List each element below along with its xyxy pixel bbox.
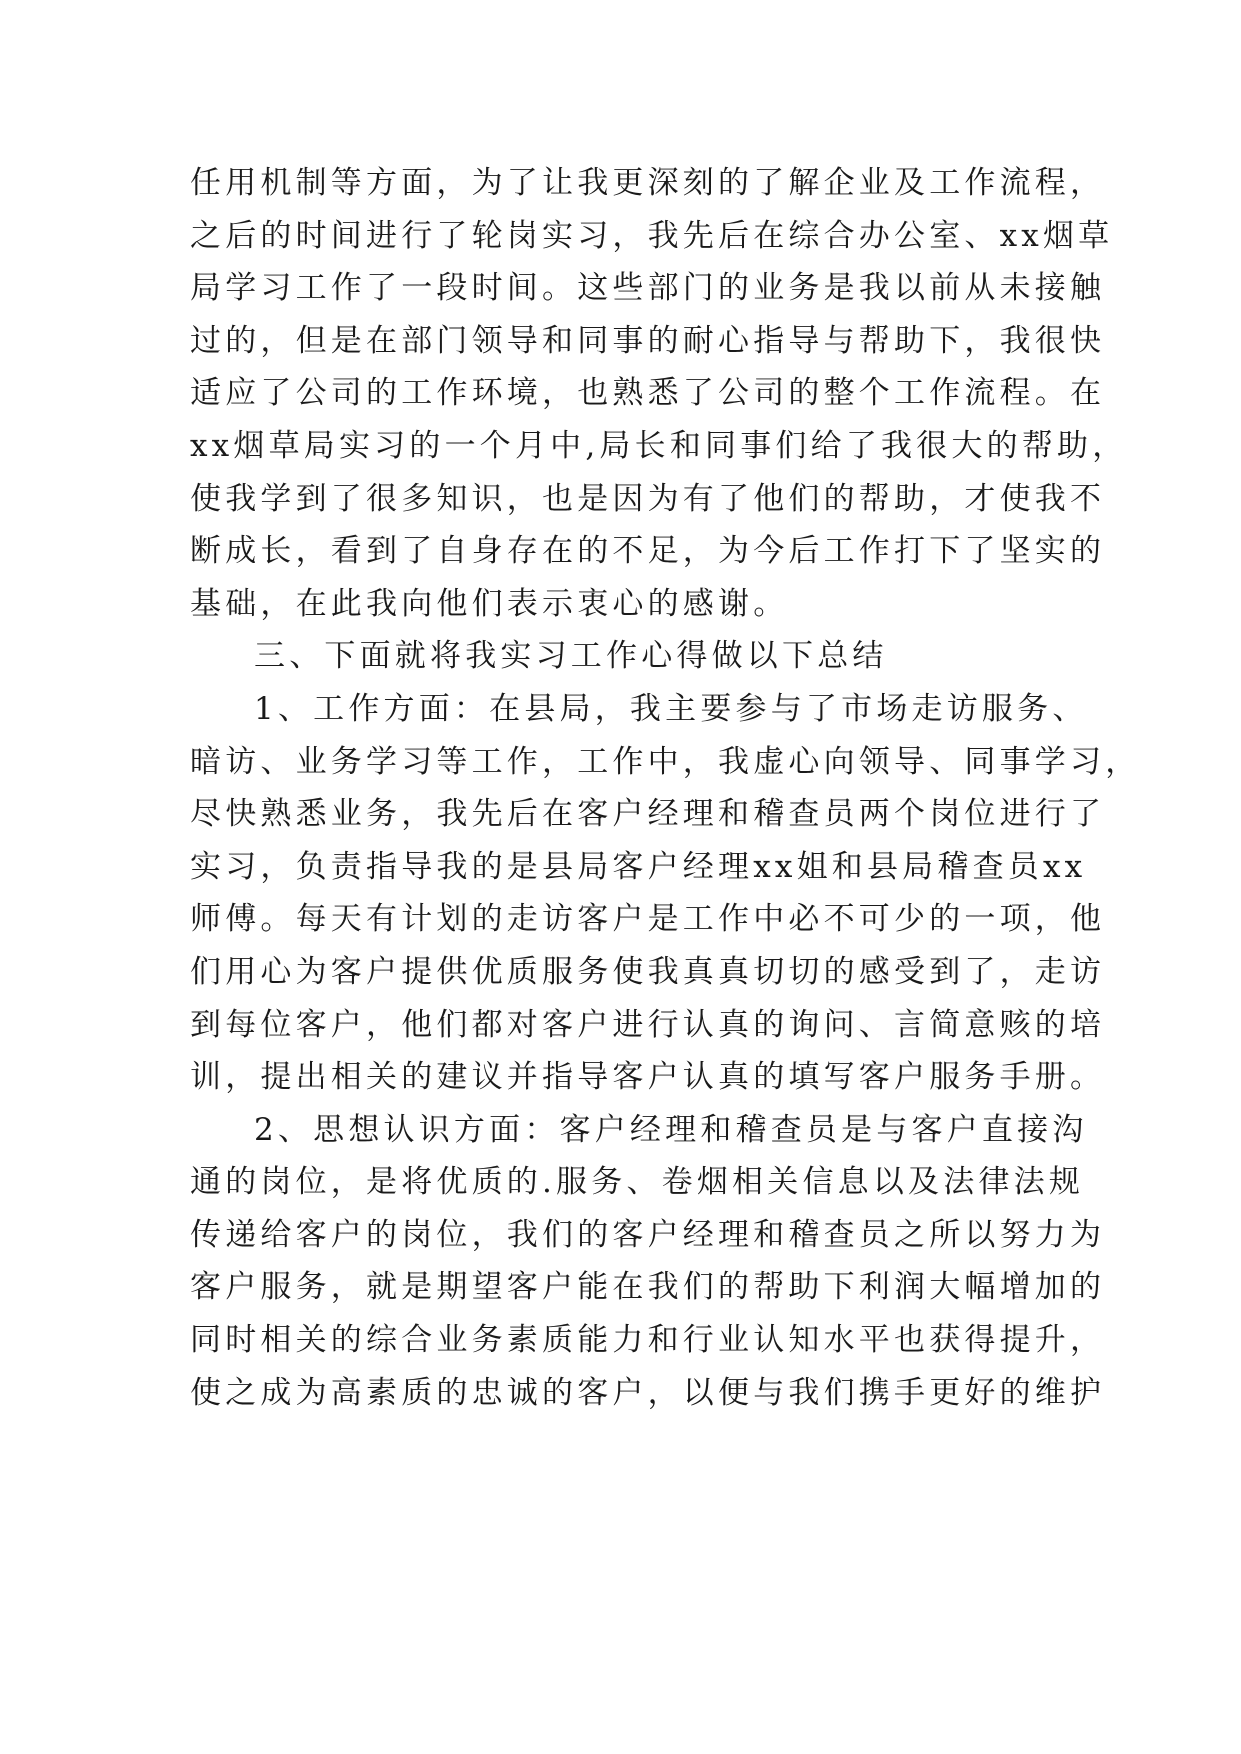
text-line: 师傅。每天有计划的走访客户是工作中必不可少的一项，他 (190, 901, 1106, 938)
text-line: 局学习工作了一段时间。这些部门的业务是我以前从未接触 (190, 270, 1106, 307)
text-line: 传递给客户的岗位，我们的客户经理和稽查员之所以努力为 (190, 1216, 1106, 1253)
text-line: 实习，负责指导我的是县局客户经理xx姐和县局稽查员xx (190, 848, 1087, 885)
text-line: 尽快熟悉业务，我先后在客户经理和稽查员两个岗位进行了 (190, 796, 1106, 833)
text-line: 使之成为高素质的忠诚的客户，以便与我们携手更好的维护 (190, 1374, 1106, 1411)
text-line: 三、下面就将我实习工作心得做以下总结 (254, 638, 888, 675)
text-line: 客户服务，就是期望客户能在我们的帮助下利润大幅增加的 (190, 1269, 1106, 1306)
text-line: 到每位客户，他们都对客户进行认真的询问、言简意赅的培 (190, 1006, 1106, 1043)
text-line: 暗访、业务学习等工作，工作中，我虚心向领导、同事学习， (190, 743, 1141, 780)
text-line: 通的岗位，是将优质的.服务、卷烟相关信息以及法律法规 (190, 1164, 1085, 1201)
text-line: 适应了公司的工作环境，也熟悉了公司的整个工作流程。在 (190, 375, 1106, 412)
text-line: 训，提出相关的建议并指导客户认真的填写客户服务手册。 (190, 1059, 1106, 1096)
text-line: 1、工作方面：在县局，我主要参与了市场走访服务、 (254, 690, 1088, 727)
body-text (190, 157, 1141, 1419)
text-line: xx烟草局实习的一个月中,局长和同事们给了我很大的帮助， (190, 427, 1128, 464)
text-line: 使我学到了很多知识，也是因为有了他们的帮助，才使我不 (190, 480, 1106, 517)
text-line: 过的，但是在部门领导和同事的耐心指导与帮助下，我很快 (190, 322, 1106, 359)
text-line: 之后的时间进行了轮岗实习，我先后在综合办公室、xx烟草 (190, 217, 1114, 254)
text-line: 同时相关的综合业务素质能力和行业认知水平也获得提升， (190, 1322, 1106, 1359)
text-line: 们用心为客户提供优质服务使我真真切切的感受到了，走访 (190, 953, 1106, 990)
text-line: 基础，在此我向他们表示衷心的感谢。 (190, 585, 789, 622)
text-line: 任用机制等方面，为了让我更深刻的了解企业及工作流程， (190, 165, 1106, 201)
text-line: 2、思想认识方面：客户经理和稽查员是与客户直接沟 (254, 1111, 1088, 1148)
text-line: 断成长，看到了自身存在的不足，为今后工作打下了坚实的 (190, 533, 1106, 570)
